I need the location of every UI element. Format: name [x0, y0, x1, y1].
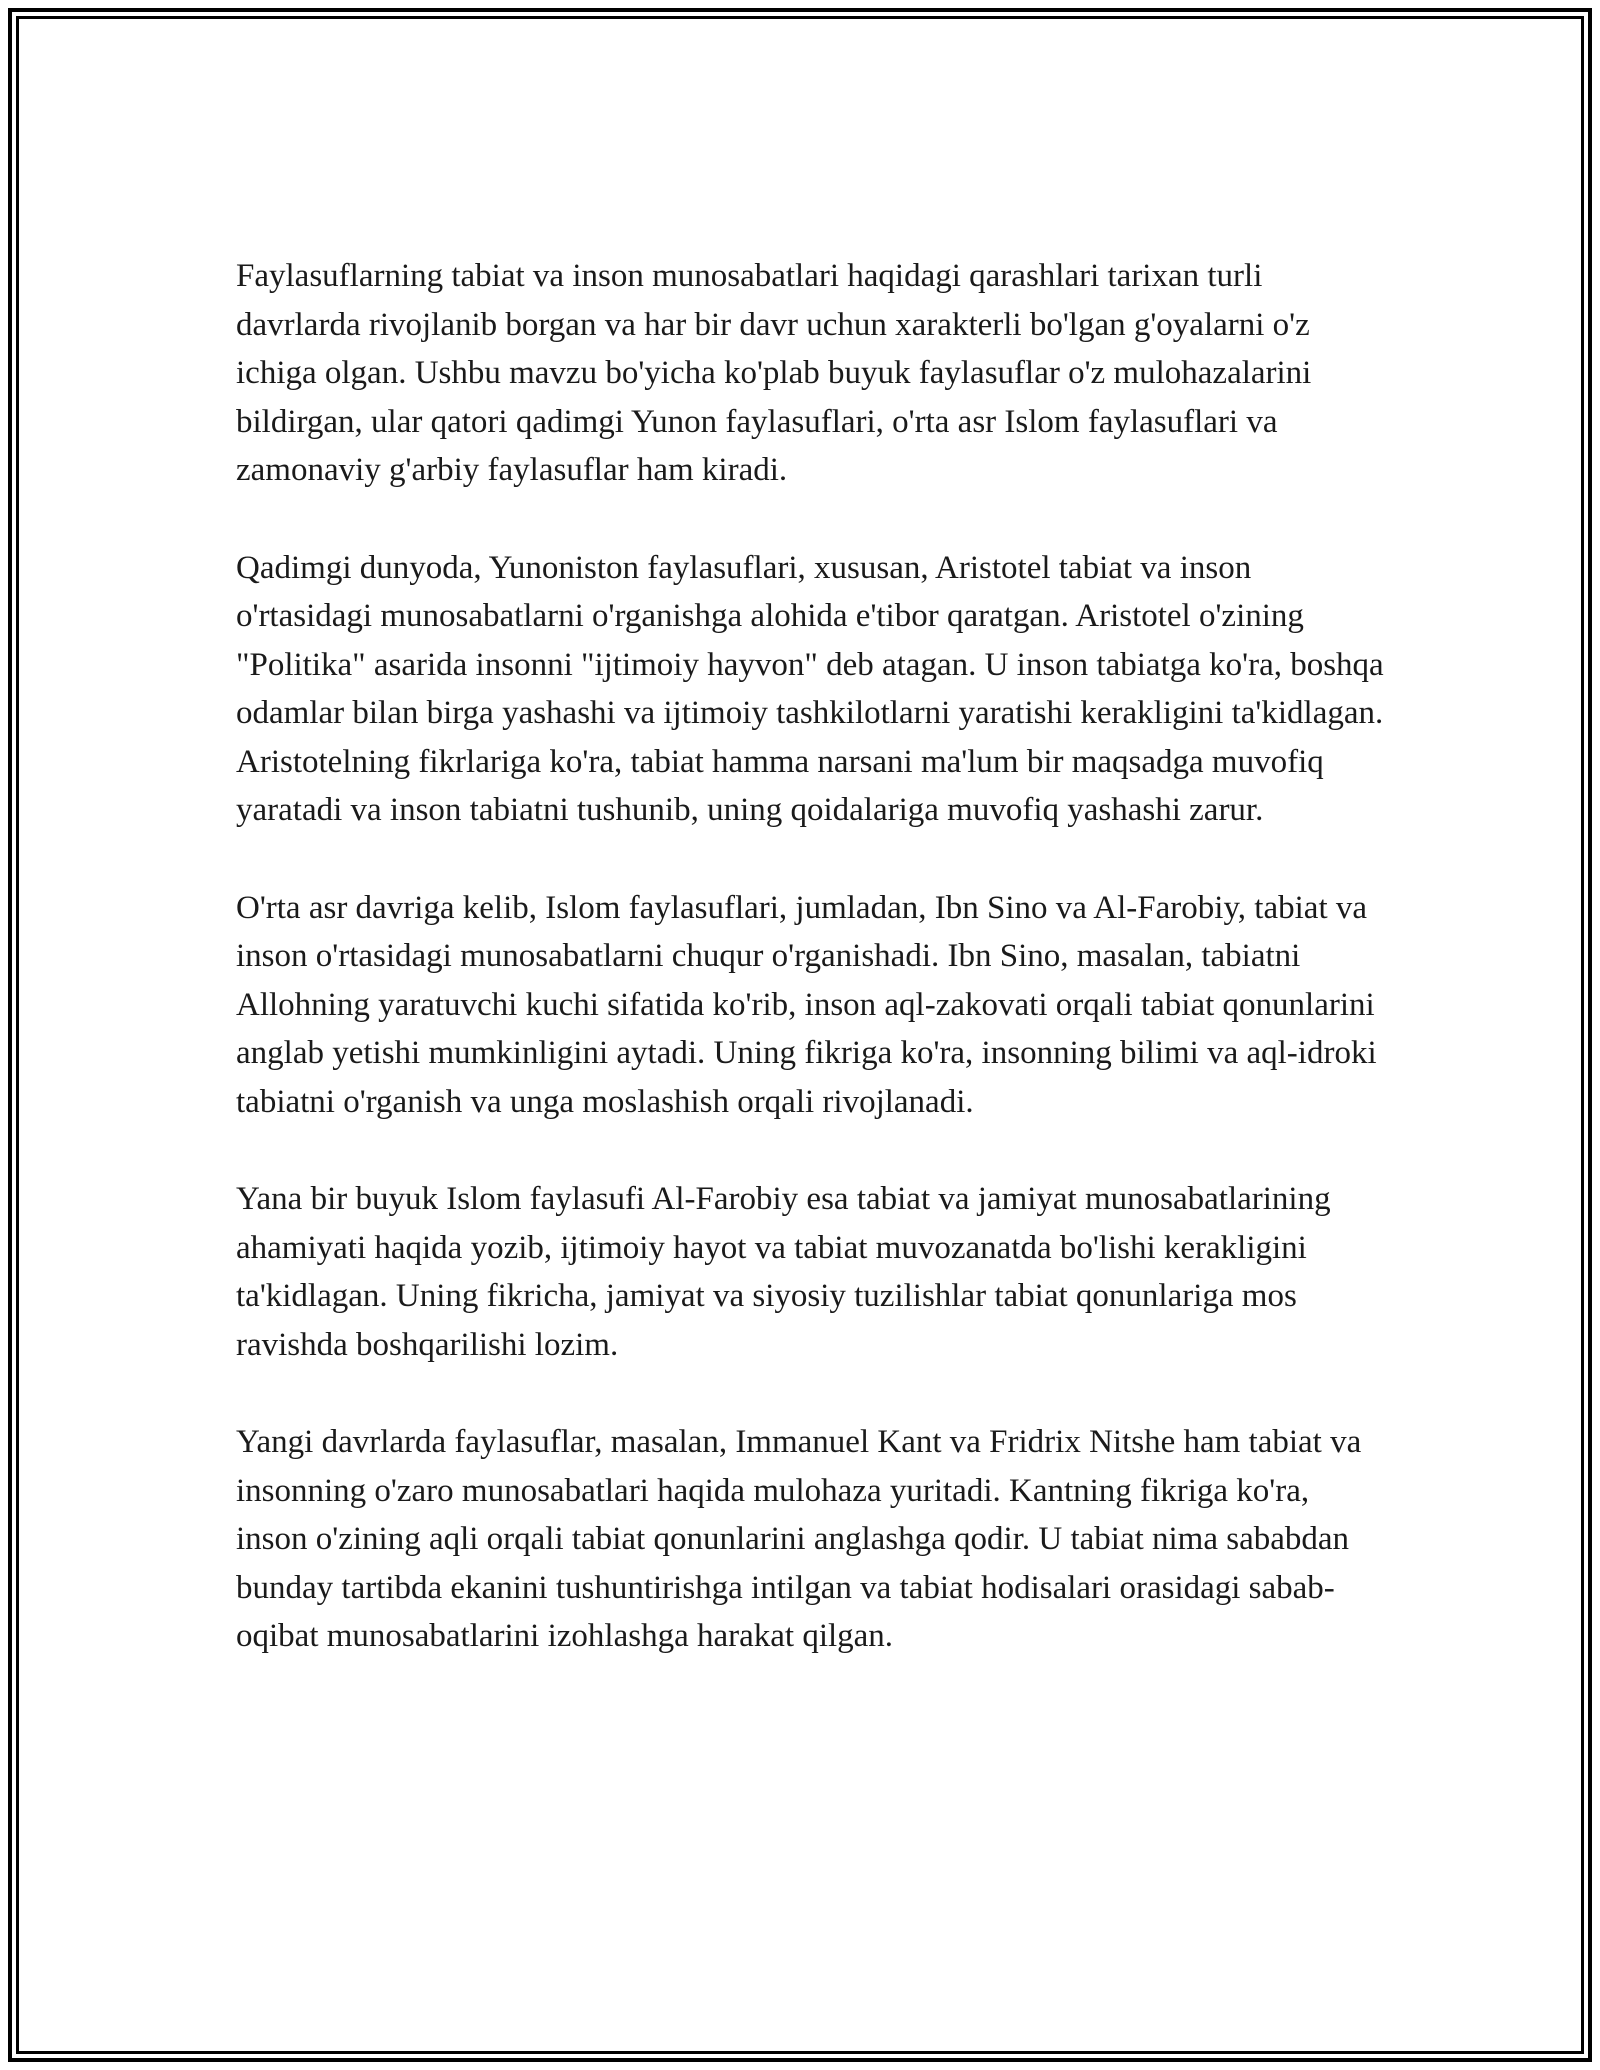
paragraph-ibn-sino: O'rta asr davriga kelib, Islom faylasuflari, jumladan, Ibn Sino va Al-Farobiy, tabiat va inson o'rtasidagi munosabatlarni chuqur o'rganishadi. Ibn Sino, masalan, tabiatni Allohning yaratuvchi kuchi sifatida ko'rib, inson aql-zakovati orqali tabiat qonunlarini anglab yetishi mumkinligini aytadi. Uning fikriga ko'ra, insonning bilimi va aql-idroki tabiatni o'rganish va unga moslashish orqali rivojlanadi.: [236, 889, 1377, 1120]
paragraph-kant-nitshe: Yangi davrlarda faylasuflar, masalan, Immanuel Kant va Fridrix Nitshe ham tabiat va insonning o'zaro munosabatlari haqida mulohaza yuritadi. Kantning fikriga ko'ra, inson o'zining aqli orqali tabiat qonunlarini anglashga qodir. U tabiat nima sababdan bunday tartibda ekanini tushuntirishga intilgan va tabiat hodisalari orasidagi sabab-oqibat munosabatlarini izohlashga harakat qilgan.: [236, 1424, 1362, 1654]
document-body: [236, 252, 1386, 1710]
paragraph-al-farobiy: Yana bir buyuk Islom faylasufi Al-Farobiy esa tabiat va jamiyat munosabatlarining ahamiyati haqida yozib, ijtimoiy hayot va tabiat muvozanatda bo'lishi kerakligini ta'kidlagan. Uning fikricha, jamiyat va siyosiy tuzilishlar tabiat qonunlariga mos ravishda boshqarilishi lozim.: [236, 1181, 1331, 1363]
paragraph-intro: Faylasuflarning tabiat va inson munosabatlari haqidagi qarashlari tarixan turli davrlarda rivojlanib borgan va har bir davr uchun xarakterli bo'lgan g'oyalarni o'z ichiga olgan. Ushbu mavzu bo'yicha ko'plab buyuk faylasuflar o'z mulohazalarini bildirgan, ular qatori qadimgi Yunon faylasuflari, o'rta asr Islom faylasuflari va zamonaviy g'arbiy faylasuflar ham kiradi.: [236, 258, 1312, 488]
paragraph-aristotle: Qadimgi dunyoda, Yunoniston faylasuflari, xususan, Aristotel tabiat va inson o'rtasidagi munosabatlarni o'rganishga alohida e'tibor qaratgan. Aristotel o'zining "Politika" asarida insonni "ijtimoiy hayvon" deb atagan. U inson tabiatga ko'ra, boshqa odamlar bilan birga yashashi va ijtimoiy tashkilotlarni yaratishi kerakligini ta'kidlagan. Aristotelning fikrlariga ko'ra, tabiat hamma narsani ma'lum bir maqsadga muvofiq yaratadi va inson tabiatni tushunib, uning qoidalariga muvofiq yashashi zarur.: [236, 549, 1384, 828]
